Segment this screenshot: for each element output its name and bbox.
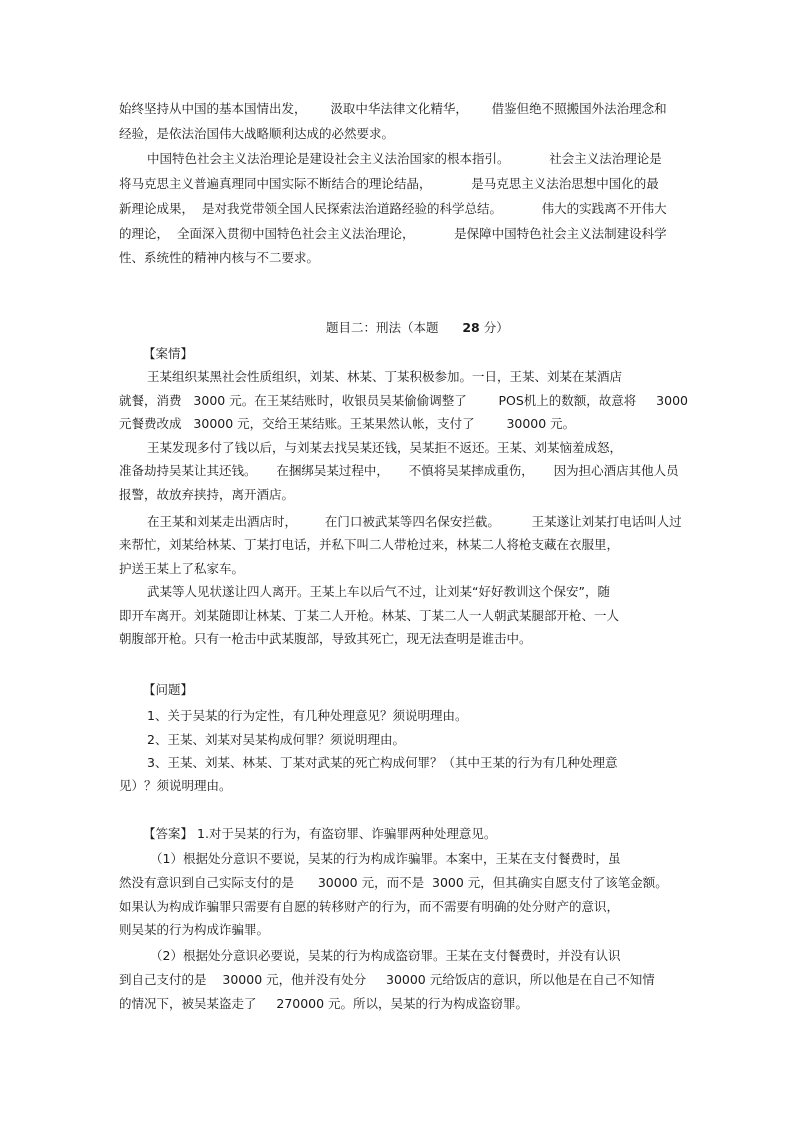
case-line: 准备劫持吴某让其还钱。 在捆绑吴某过程中， 不慎将吴某摔成重伤， 因为担心酒店其他人员 [119, 463, 679, 478]
answer-line: 则吴某的行为构成诈骗罪。 [119, 922, 270, 937]
answer-line: 到自己支付的是 30000 元，他并没有处分 30000 元给饭店的意识，所以他是在自己不知情 [119, 972, 655, 987]
case-line: 王某发现多付了钱以后，与刘某去找吴某还钱，吴某拒不返还。王某、刘某恼羞成怒， [147, 440, 623, 455]
answer-heading: 【答案】 [143, 826, 194, 841]
question-item: 1、关于吴某的行为定性，有几种处理意见？须说明理由。 [147, 708, 468, 723]
question-item: 2、王某、刘某对吴某构成何罪？须说明理由。 [147, 732, 405, 747]
case-line: 护送王某上了私家车。 [119, 561, 245, 576]
answer-line: 然没有意识到自己实际支付的是 30000 元，而不是 3000 元，但其确实自愿支付了该笔金额。 [119, 875, 668, 890]
question-item: 见）？须说明理由。 [119, 778, 232, 793]
intro-line: 中国特色社会主义法治理论是建设社会主义法治国家的根本指引。 社会主义法治理论是 [147, 151, 662, 166]
intro-line: 新理论成果， 是对我党带领全国人民探索法治道路经验的科学总结。 伟大的实践离不开伟大 [119, 201, 667, 216]
case-line: 元餐费改成 30000 元，交给王某结账。王某果然认帐，支付了 30000 元。 [119, 416, 576, 431]
intro-line: 经验，是依法治国伟大战略顺利达成的必然要求。 [119, 126, 395, 141]
intro-line: 的理论， 全面深入贯彻中国特色社会主义法治理论， 是保障中国特色社会主义法制建设科学 [119, 226, 667, 241]
intro-line: 将马克思主义普遍真理同中国实际不断结合的理论结晶， 是马克思主义法治思想中国化的最 [119, 176, 659, 191]
case-line: 武某等人见状遂让四人离开。王某上车以后气不过，让刘某“好好教训这个保安”，随 [147, 584, 610, 599]
case-line: 即开车离开。刘某随即让林某、丁某二人开枪。林某、丁某二人一人朝武某腿部开枪、一人 [119, 608, 620, 623]
case-line: 就餐，消费 3000 元。在王某结账时，收银员吴某偷偷调整了 POS机上的数额，故意将 3000 [119, 393, 688, 408]
case-line: 来帮忙，刘某给林某、丁某打电话，并私下叫二人带枪过来，林某二人将枪支藏在衣服里， [119, 537, 620, 552]
question-title-suffix: 分） [483, 320, 509, 335]
case-heading: 【案情】 [143, 346, 194, 361]
case-line: 朝腹部开枪。只有一枪击中武某腹部，导致其死亡，现无法查明是谁击中。 [119, 631, 532, 646]
answer-summary: 1.对于吴某的行为，有盗窃罪、诈骗罪两种处理意见。 [193, 826, 497, 841]
question-item: 3、王某、刘某、林某、丁某对武某的死亡构成何罪？（其中王某的行为有几种处理意 [147, 755, 618, 770]
questions-heading: 【问题】 [143, 682, 194, 697]
answer-line: （2）根据处分意识必要说，吴某的行为构成盗窃罪。王某在支付餐费时，并没有认识 [150, 948, 621, 963]
answer-first-line [143, 826, 496, 842]
question-title-prefix: 题目二：刑法（本题 [326, 320, 439, 335]
case-line: 报警，故放弃挟持，离开酒店。 [119, 487, 295, 502]
question-title [326, 320, 509, 336]
answer-line: （1）根据处分意识不要说，吴某的行为构成诈骗罪。本案中，王某在支付餐费时，虽 [150, 851, 621, 866]
case-line: 王某组织某黑社会性质组织，刘某、林某、丁某积极参加。一日，王某、刘某在某酒店 [147, 369, 623, 384]
answer-line: 的情况下，被吴某盗走了 270000 元。所以，吴某的行为构成盗窃罪。 [119, 996, 529, 1011]
intro-line: 性、系统性的精神内核与不二要求。 [119, 250, 320, 265]
case-line: 在王某和刘某走出酒店时， 在门口被武某等四名保安拦截。 王某遂让刘某打电话叫人过 [147, 514, 682, 529]
intro-line: 始终坚持从中国的基本国情出发， 汲取中华法律文化精华， 借鉴但绝不照搬国外法治理念和 [119, 101, 667, 116]
question-score: 28 [462, 320, 480, 335]
answer-line: 如果认为构成诈骗罪只需要有自愿的转移财产的行为，而不需要有明确的处分财产的意识， [119, 899, 620, 914]
